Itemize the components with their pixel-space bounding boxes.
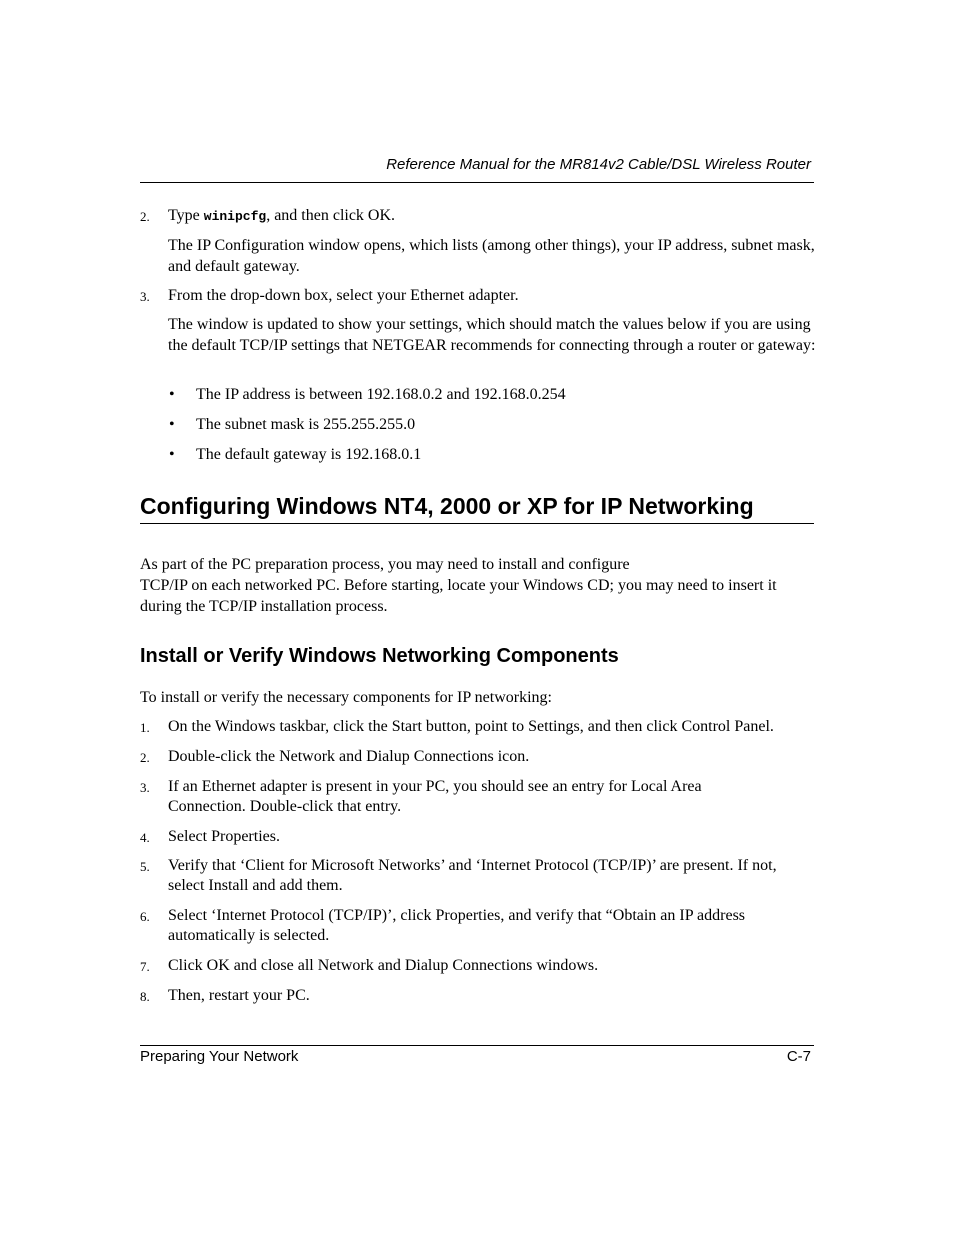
section-intro-line1: As part of the PC preparation process, you may need to install and configure [140, 556, 630, 573]
step-number: 5. [140, 859, 150, 874]
step-text: On the Windows taskbar, click the Start button, point to Settings, and then click Control Panel. [168, 718, 774, 735]
step-number: 3. [140, 780, 150, 795]
command-text: winipcfg [203, 209, 267, 224]
step-paragraph: The window is updated to show your settings, which should match the values below if you are using the default TCP/IP settings that NETGEAR recommends for connecting through a router or gateway: [168, 316, 816, 354]
footer-rule [140, 1045, 814, 1046]
bullet-item: The IP address is between 192.168.0.2 and 192.168.0.254 [196, 386, 566, 403]
section-heading-rule [140, 523, 814, 524]
step-text: From the drop-down box, select your Ethernet adapter. [168, 287, 519, 304]
step-paragraph: The IP Configuration window opens, which lists (among other things), your IP address, subnet mask, and default gateway. [168, 237, 815, 275]
step-number: 8. [140, 989, 150, 1004]
step-text: Select ‘Internet Protocol (TCP/IP)’, click Properties, and verify that “Obtain an IP address automatically is selected. [168, 907, 746, 944]
step-text: Select Properties. [168, 828, 280, 845]
step-text [168, 206, 818, 227]
step-text: If an Ethernet adapter is present in your PC, you should see an entry for Local Area Connection. Double-click that entry. [168, 778, 702, 815]
step-number: 2. [140, 209, 150, 224]
step-suffix: , and then click OK. [266, 207, 396, 224]
step-number: 1. [140, 720, 150, 735]
page-number: C-7 [786, 1048, 811, 1065]
step-number: 2. [140, 750, 150, 765]
step-number: 3. [140, 289, 150, 304]
bullet-glyph: • [169, 386, 175, 403]
header-rule [140, 182, 814, 183]
section-intro-rest: TCP/IP on each networked PC. Before starting, locate your Windows CD; you may need to insert it during the TCP/IP installation process. [140, 577, 777, 615]
footer-chapter: Preparing Your Network [140, 1048, 299, 1065]
bullet-item: The subnet mask is 255.255.255.0 [196, 416, 416, 433]
step-text: Double-click the Network and Dialup Connections icon. [168, 748, 530, 765]
step-text: Click OK and close all Network and Dialup Connections windows. [168, 957, 599, 974]
bullet-item: The default gateway is 192.168.0.1 [196, 446, 422, 463]
step-number: 7. [140, 959, 150, 974]
step-text: Then, restart your PC. [168, 987, 310, 1004]
subsection-intro: To install or verify the necessary components for IP networking: [140, 689, 552, 706]
section-heading: Configuring Windows NT4, 2000 or XP for IP Networking [140, 493, 754, 519]
step-number: 6. [140, 909, 150, 924]
step-prefix: Type [168, 207, 204, 224]
step-number: 4. [140, 830, 150, 845]
bullet-glyph: • [169, 446, 175, 463]
bullet-glyph: • [169, 416, 175, 433]
step-text: Verify that ‘Client for Microsoft Networks’ and ‘Internet Protocol (TCP/IP)’ are present. If not, select Install and add them. [168, 857, 777, 894]
subsection-heading: Install or Verify Windows Networking Components [140, 645, 619, 667]
running-header: Reference Manual for the MR814v2 Cable/DSL Wireless Router [386, 156, 811, 173]
